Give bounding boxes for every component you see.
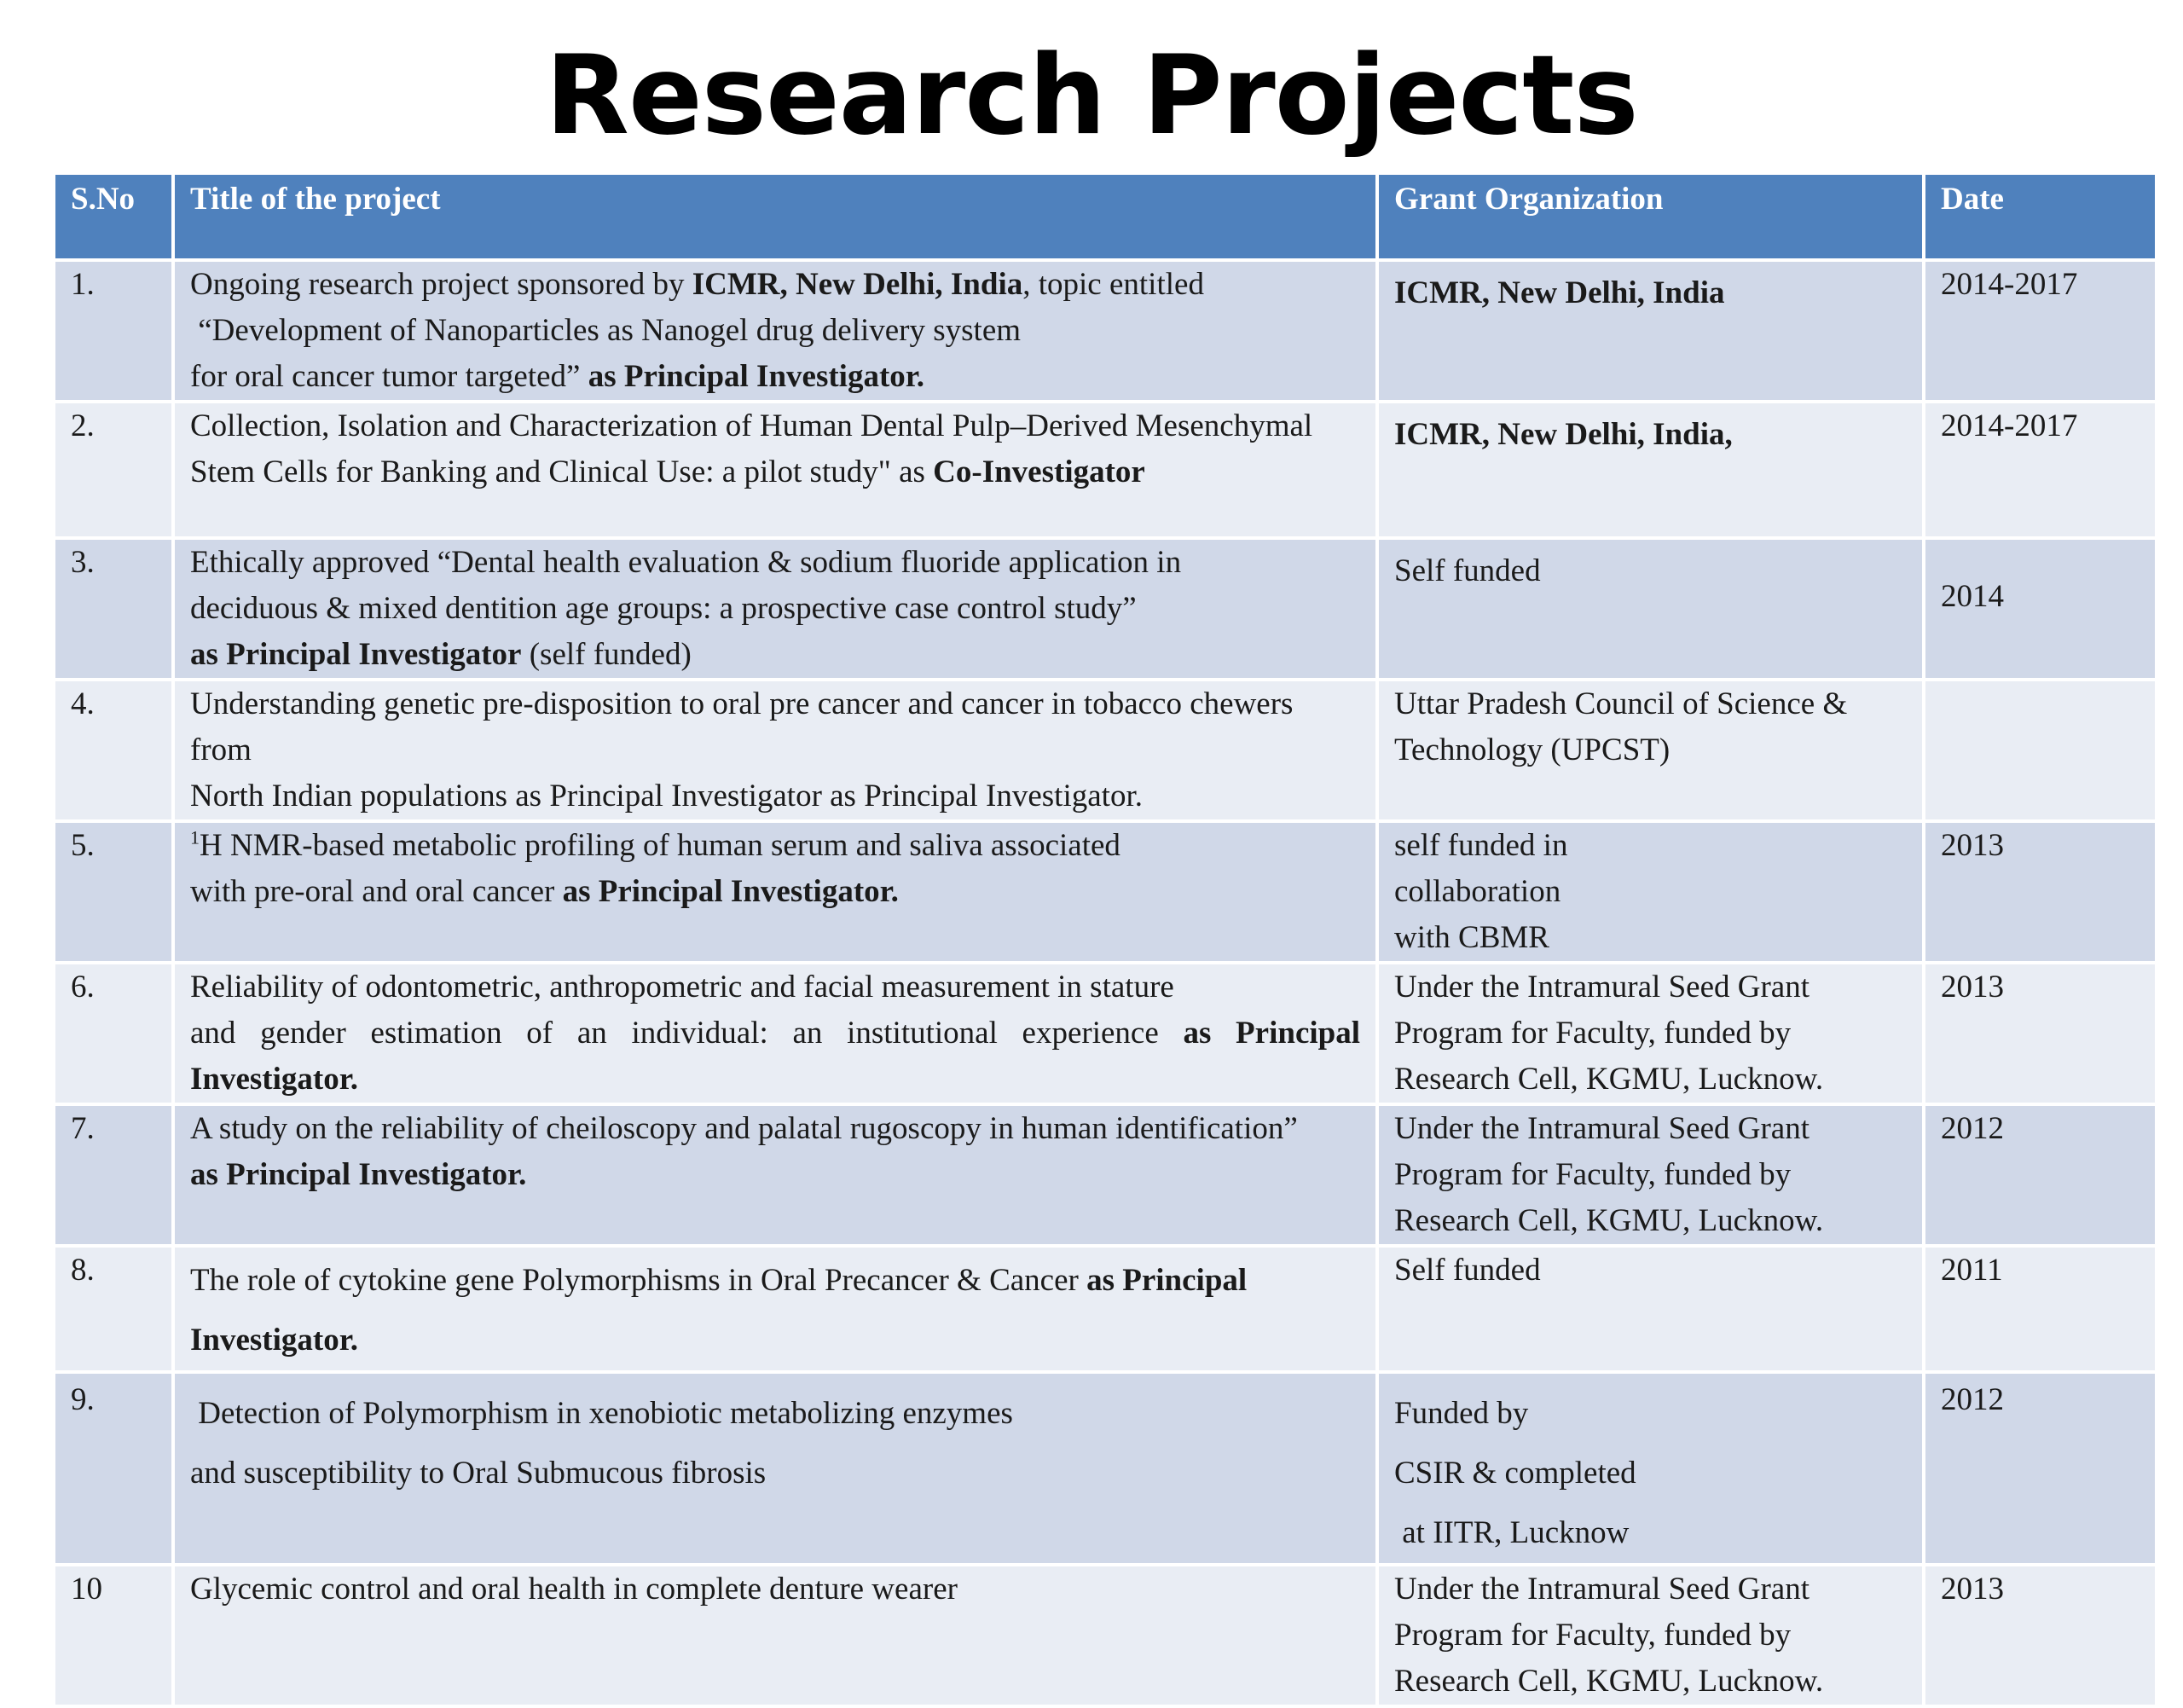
superscript-text: 1 (190, 826, 200, 848)
cell-date (1924, 538, 2157, 680)
title-text: A study on the reliability of cheiloscopy and palatal rugoscopy in human identification” (190, 1111, 1298, 1146)
cell-title: Glycemic control and oral health in complete denture wearer (173, 1565, 1377, 1706)
cell-grant (1377, 1372, 1924, 1565)
table-row (54, 538, 2157, 680)
table-row (54, 402, 2157, 538)
grant-text: collaboration (1394, 874, 1561, 909)
cell-sno: 5. (54, 821, 173, 963)
cell-grant (1377, 1565, 1924, 1706)
title-text: , topic entitled (1022, 267, 1204, 302)
title-text: Reliability of odontometric, anthropometric and facial measurement in stature (190, 970, 1174, 1005)
grant-text: self funded in (1394, 828, 1568, 863)
grant-text: Funded by (1394, 1396, 1529, 1431)
grant-text: Research Cell, KGMU, Lucknow. (1394, 1062, 1824, 1097)
title-text: (self funded) (529, 637, 692, 672)
cell-date: 2011 (1924, 1246, 2157, 1372)
cell-date: 2013 (1924, 963, 2157, 1104)
cell-date: 2012 (1924, 1104, 2157, 1246)
cell-grant: Self funded (1377, 1246, 1924, 1372)
title-text: for oral cancer tumor targeted” (190, 359, 581, 394)
cell-grant (1377, 1104, 1924, 1246)
table-row (54, 821, 2157, 963)
grant-text: Research Cell, KGMU, Lucknow. (1394, 1203, 1824, 1238)
title-text: The role of cytokine gene Polymorphisms in Oral Precancer & Cancer (190, 1263, 1079, 1298)
grant-text: at IITR, Lucknow (1402, 1515, 1630, 1550)
grant-text: Self funded (1394, 553, 1541, 588)
cell-grant (1377, 963, 1924, 1104)
cell-title (173, 1372, 1377, 1565)
title-text: H NMR-based metabolic profiling of human serum and saliva associated (200, 828, 1120, 863)
title-text: North Indian populations as Principal Investigator as Principal Investigator. (190, 779, 1143, 813)
grant-text: Under the Intramural Seed Grant (1394, 1572, 1810, 1607)
cell-title (173, 1104, 1377, 1246)
title-bold-text: as Principal Investigator. (190, 1263, 1248, 1358)
table-row (54, 260, 2157, 402)
title-text: Collection, Isolation and Characterization of Human Dental Pulp–Derived Mesenchymal Stem Cells for Banking and Clinical Use: a pilot study" as (190, 408, 1313, 489)
title-text: Ethically approved “Dental health evaluation & sodium fluoride application in (190, 545, 1182, 580)
cell-date: 2013 (1924, 821, 2157, 963)
header-grant: Grant Organization (1377, 173, 1924, 260)
header-date: Date (1924, 173, 2157, 260)
grant-text: Technology (UPCST) (1394, 732, 1671, 767)
cell-title (173, 1246, 1377, 1372)
table-row (54, 1565, 2157, 1706)
cell-grant (1377, 402, 1924, 538)
grant-text: ICMR, New Delhi, India (1394, 275, 1725, 310)
title-text: Understanding genetic pre-disposition to oral pre cancer and cancer in tobacco chewers from (190, 686, 1294, 767)
title-bold-text: as Principal Investigator. (190, 1157, 527, 1192)
table-row (54, 680, 2157, 821)
cell-title (173, 680, 1377, 821)
title-text: deciduous & mixed dentition age groups: a prospective case control study” (190, 591, 1137, 626)
cell-title (173, 260, 1377, 402)
header-sno: S.No (54, 173, 173, 260)
page-title: Research Projects (545, 32, 1638, 159)
table-row (54, 1104, 2157, 1246)
grant-text: ICMR, New Delhi, India, (1394, 417, 1733, 452)
cell-sno: 6. (54, 963, 173, 1104)
cell-sno: 7. (54, 1104, 173, 1246)
grant-text: with CBMR (1394, 920, 1549, 955)
grant-text: Program for Faculty, funded by (1394, 1016, 1792, 1051)
cell-sno: 3. (54, 538, 173, 680)
table-row (54, 1246, 2157, 1372)
cell-grant (1377, 680, 1924, 821)
title-bold-text: as Principal Investigator. (562, 874, 899, 909)
title-bold-text: as Principal Investigator (190, 637, 522, 672)
title-bold-text: as Principal Investigator. (588, 359, 925, 394)
header-title: Title of the project (173, 173, 1377, 260)
title-text: Ongoing research project sponsored by (190, 267, 685, 302)
cell-date: 2013 (1924, 1565, 2157, 1706)
table-row (54, 963, 2157, 1104)
cell-sno: 4. (54, 680, 173, 821)
title-text: Detection of Polymorphism in xenobiotic metabolizing enzymes (198, 1396, 1013, 1431)
grant-text: Research Cell, KGMU, Lucknow. (1394, 1664, 1824, 1699)
cell-grant (1377, 538, 1924, 680)
cell-grant (1377, 260, 1924, 402)
cell-date: 2012 (1924, 1372, 2157, 1565)
table-header-row (54, 173, 2157, 260)
research-projects-table (52, 171, 2158, 1708)
title-bold-text: Co-Investigator (933, 455, 1145, 489)
cell-sno: 9. (54, 1372, 173, 1565)
cell-title (173, 963, 1377, 1104)
title-text: and susceptibility to Oral Submucous fibrosis (190, 1456, 767, 1491)
cell-sno: 10 (54, 1565, 173, 1706)
cell-sno: 8. (54, 1246, 173, 1372)
cell-date: 2014-2017 (1924, 260, 2157, 402)
grant-text: Program for Faculty, funded by (1394, 1618, 1792, 1653)
cell-grant (1377, 821, 1924, 963)
title-text: and gender estimation of an individual: an institutional experience (190, 1016, 1159, 1051)
grant-text: Under the Intramural Seed Grant (1394, 970, 1810, 1005)
title-bold-text: as Principal Investigator. (190, 1016, 1361, 1097)
cell-sno: 1. (54, 260, 173, 402)
cell-title (173, 402, 1377, 538)
cell-title (173, 538, 1377, 680)
title-bold-text: ICMR, New Delhi, India (692, 267, 1023, 302)
grant-text: CSIR & completed (1394, 1456, 1636, 1491)
cell-sno: 2. (54, 402, 173, 538)
table-row (54, 1372, 2157, 1565)
date-text: 2014 (1941, 579, 2004, 614)
cell-date: 2014-2017 (1924, 402, 2157, 538)
grant-text: Uttar Pradesh Council of Science & (1394, 686, 1848, 721)
grant-text: Program for Faculty, funded by (1394, 1157, 1792, 1192)
cell-date (1924, 680, 2157, 821)
title-text: “Development of Nanoparticles as Nanogel drug delivery system (198, 313, 1022, 348)
grant-text: Under the Intramural Seed Grant (1394, 1111, 1810, 1146)
cell-title (173, 821, 1377, 963)
title-text: with pre-oral and oral cancer (190, 874, 555, 909)
